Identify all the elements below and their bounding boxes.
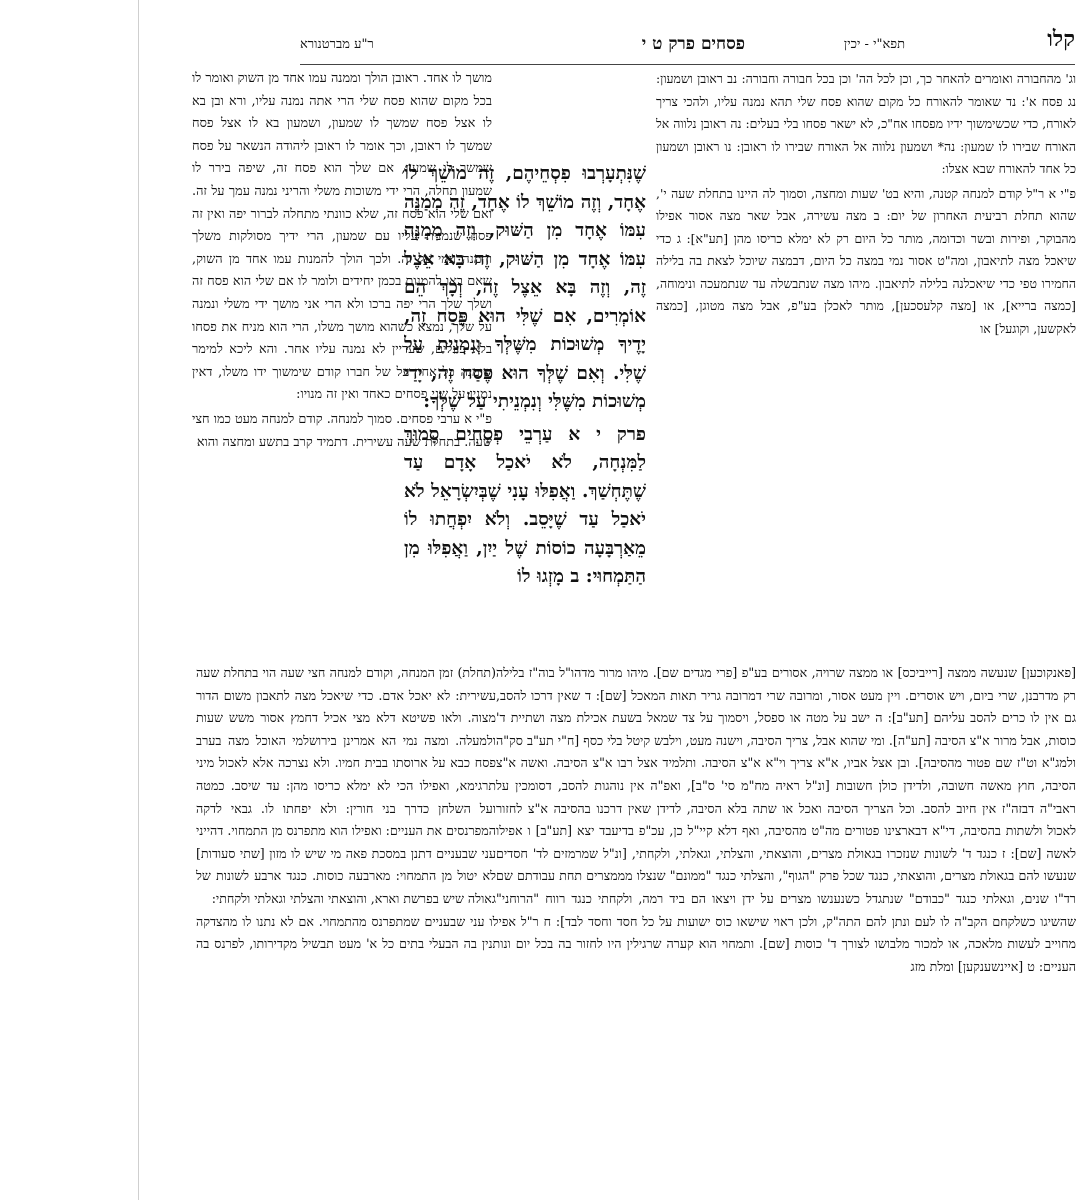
yachin-paragraph: פ"י א ר"ל קודם למנחה קטנה, והיא בט' שעות ומחצה, וסמוך לה היינו בתחלת שעה י', שהוא תחלת רביעית האחרון של יום: ב מצה עשירה, אבל שאר מצה אסור אפילו מהבוקר, ופירות ובשר וכדומה, מותר כל היום רק לא ימלא כריסו מהן [תע"א]: ג כדי שיאכל מצה לתיאבון, ומה"ט אסור נמי במצה כל היום, דבמצה שיוכל לצאת בה בלילה החמירו טפי כדי שיאכלנה בלילה לתיאבון. מיהו מצה שנתבשלה עד שנתמעכה ונימוחה, [כמצה ברייא], או [מצה קלעסכען], מותר לאכלן בע"פ, אבל מצה מטוגן, [כמצה לאקשען, וקוגעל] או — [656, 185, 1076, 336]
bartenura-paragraph: מושך לו אחד. ראובן הולך וממנה עמו אחד מן השוק ואומר לו בכל מקום שהוא פסח שלי הרי אתה נמנה עליו, ורא ובן בא לו אצל פסח שמשך לו שמעון, ושמעון בא לו אצל פסח שמשך לו ראובן, וכך אומר לו ראובן ליהודה הנשאר על פסח שמשך לו שמעון, אם שלך הוא פסח זה, שיפה בירר לו שמעון תחלה, הרי ידי משוכות משלי והריני נמנה עמך על זה. ואם שלי הוא פסח זה, שלא כוונתי מתחלה לברור יפה ואין זה פסח שנמנית עליו עם שמעון, הרי ידיך מסולקות משלך והמנה עמי על זה. ולכך הולך להמנות עמו אחד מן השוק, שאם באו להמנות בכמן יחידים ולומר לו אם שלי הוא פסח זה ושלך שלך הרי יפה ברכו ולא הרי אני מושך ידי משלי ונמנה על שלך, נמצא כשהוא מושך משלו, הרי הוא מניח את פסחו בלא בעלים, שעדיין לא נמנה עליו אחר. והא ליכא למימר שימנה כל אחד על של חברו קודם שימשוך ידו משלו, דאין נמנין על שני פסחים כאחד ואין זה מנויו: — [192, 71, 492, 403]
page-edge-line — [138, 0, 139, 1200]
bartenura-running-head: ר"ע מברטנורא — [300, 37, 374, 52]
bottom-commentary-paragraph: [פאנקוכען] שנעשה ממצה [רייביכס] או ממצה שרויה, אסורים בע"פ [פרי מגדים שם]. מיהו מרור מדהו"ל בוה"ז בלילה רק מדרבנן, שרי ביום, ויש אוסרים. ויין מעט אסור, ומרובה שרי דמרובה גריר תאות המאכל [שם]: ד שאין דרכו להסב, גם אין לו כרים להסב עליהם [תע"ב]: ה ישב על מטה או ספסל, ויסמוך על צד שמאל בשעת אכילת מצה ושתיית ד' כוסות, אבל מרור א"צ הסיבה [תע"ה]. ומי שהוא אבל, צריך הסיבה, וישנה מעט, וילבש קיטל בלי כסף [ח"י תע"ב סק"ה ולמג"א וט"ז שם פטור מהסיבה]. ובן אצל אביו, א"א צריך וי"א א"צ הסיבה. ותלמיד אצל רבו א"צ הסיבה. ואשה א"צ הסיבה, חוץ מאשה חשובה, ולדידן כולן חשובות [ונ"ל ראיה מח"מ סי' ס"ב], ואפ"ה אין נוהגות להסב, דסומכין על ראבי"ה דבזה"ז אין חיוב להסב. וכל הצריך הסיבה ואכל או שתה בלא הסיבה, לדידן שאין דרכנו בהסיבה א"צ לחזור לאכול ולשתות בהסיבה, די"א דבארצינו פטורים מה"ט מהסיבה, ואף דלא קיי"ל כן, עכ"פ בדיעבד יצא [תע"ב] ו אפילו לאשה [שם]: ז כנגד ד' לשונות שנזכרו בגאולת מצרים, והוצאתי, והצלתי, וגאלתי, ולקחתי, [ונ"ל שמרמזים לד' חסדים שנעשו להם בגאולת מצרים, והוצאתי, כנגד שכל פרק "הגוף", והצלתי כנגד "ממונם" שנצלו מממצרים תחת עבודתם שם רד"ו שנים, וגאלתי כנגד "כבודם" שנתגדל כשנענשו מצרים על ידן ויצאו הם ביד רמה, ולקחתי כנגד רווח "הרוחני" שהשיגו כשלקחם הקב"ה לו לעם ונתן להם התה"ק, ולכן ראוי שישאו כוס ישועות על כל חסד וחסד לבד]: ח ר"ל אפילו עני שבעניים שמתפרנס מהתמחוי. אם לא נתנו לו מהצדקה מחוייב לעשות מלאכה, או למכור מלבושו לצורך ד' כוסות [שם]. ותמחוי הוא קערה שרגילין היו לחזור בה בכל יום ונותנין בה הבעלי בתים כל א' מעט תבשיל מקדירותו, לפרנס בה העניים: ט [איינשענקען] ומלת מזג — [196, 665, 1076, 974]
folio-number: קלו — [1047, 26, 1075, 52]
bottom-commentary-block — [196, 662, 1076, 1182]
yachin-running-head: תפא"י - יכין — [843, 37, 905, 52]
tractate-chapter-title: פסחים פרק ט י — [641, 34, 745, 54]
bottom-commentary-paragraph: (תחלת) זמן המנחה, וקודם למנחה חצי שעה הוי בתחלת שעה עשירית: לא יאכל אדם. כדי שיאכל מצה לתאבון משום הדור מצוה. ולאו פשיטא דלא מצי אכיל דחמץ אסור משש שעות ולמעלה. ומצה נמי הא אמרינן בירושלמי האוכל מצה בערב פסח כבא על ארוסתו בבית חמיו. ולא נצרכה אלא לאכול מיני תרגימא, ואפילו הכי לא ימלא כריסו מהן: עד שיסב. כמטה ועל השלחן כדרך בני חורין: ולא יפחתו לו. גבאי לדקה המפרנסים את העניים: ואפילו הוא מתפרנס מן התמחוי. דהייני עני שבעניים דתנן במסכת פאה מי שיש לו מזון [שתי סעודות] לא יטול מן התמחוי: מארבעה כוסות. כנגד ארבע לשונות של גאולה שיש בפרשת וארא, והוצאתי והצלתי וגאלתי ולקחתי: — [196, 665, 496, 906]
header-rule — [300, 64, 1075, 65]
bartenura-paragraph: פ"י א ערבי פסחים. סמוך למנחה. קודם למנחה מעט כמו חצי שעה. בתחלת שעה עשירית. דתמיד קרב בתשע ומחצה והוא — [192, 411, 492, 450]
bartenura-commentary-column — [192, 68, 492, 454]
page-header — [300, 26, 1075, 64]
yachin-paragraph: וג' מהחבורה ואומרים להאחר כך, וכן לכל הה' וכן בכל חבורה וחבורה: נב ראובן ושמעון: נג פסח א': נד שאומר להאורח כל מקום שהוא פסח שלי תהא נמנה עליו, ולהכי צריך לאורח, כדי שכשימשוך ידיו מפסחו אח"כ, לא ישאר פסחו בלי בעלים: נה ראובן נלווה אל האורח שבירו לו שמעון: נה* ושמעון נלווה אל האורח שבירו לו ראובן: נו ראובן ושמעון כל אחד להאורח שבא אצלו: — [656, 71, 1076, 176]
mishnah-paragraph: שֶׁנִּתְעָרְבוּ פִסְחֵיהֶם, זֶה מוֹשֵׁךְ לוֹ אֶחָד, וְזֶה מוֹשֵׁךְ לוֹ אֶחָד, זֶה מְמַנֶּה עִמּוֹ אֶחָד מִן הַשּׁוּק, וְזֶה מְמַנֶּה עִמּוֹ אֶחָד מִן הַשּׁוּק, זֶה בָּא אֵצֶל זֶה, וְזֶה בָּא אֵצֶל זֶה, וְכָךְ הֵם אוֹמְרִים, אִם שֶׁלִּי הוּא פֶּסַח זֶה, יָדֶיךָ מְשׁוּכוֹת מִשֶּׁלְּךָ וְנִמְנֵיתָ עַל שֶׁלִּי. וְאִם שֶׁלְּךָ הוּא פֶּסַח זֶה, יָדַי מְשׁוּכוֹת מִשֶּׁלִּי וְנִמְנֵיתִי עַל שֶׁלְּךָ: — [404, 163, 646, 412]
mishnah-paragraph: פרק י א עַרְבֵי פְסָחִים סָמוּךְ לַמִּנְחָה, לֹא יֹאכַל אָדָם עַד שֶׁתֶּחְשַׁךְ. וַאֲפִלּוּ עָנִי שֶׁבְּיִשְׂרָאֵל לֹא יֹאכַל עַד שֶׁיָּסֵב. וְלֹא יִפְחֲתוּ לוֹ מֵאַרְבָּעָה כוֹסוֹת שֶׁל יַיִן, וַאֲפִלּוּ מִן הַתַּמְחוּי: ב מָזְגוּ לוֹ — [404, 423, 646, 587]
yachin-commentary-column — [656, 68, 1076, 340]
